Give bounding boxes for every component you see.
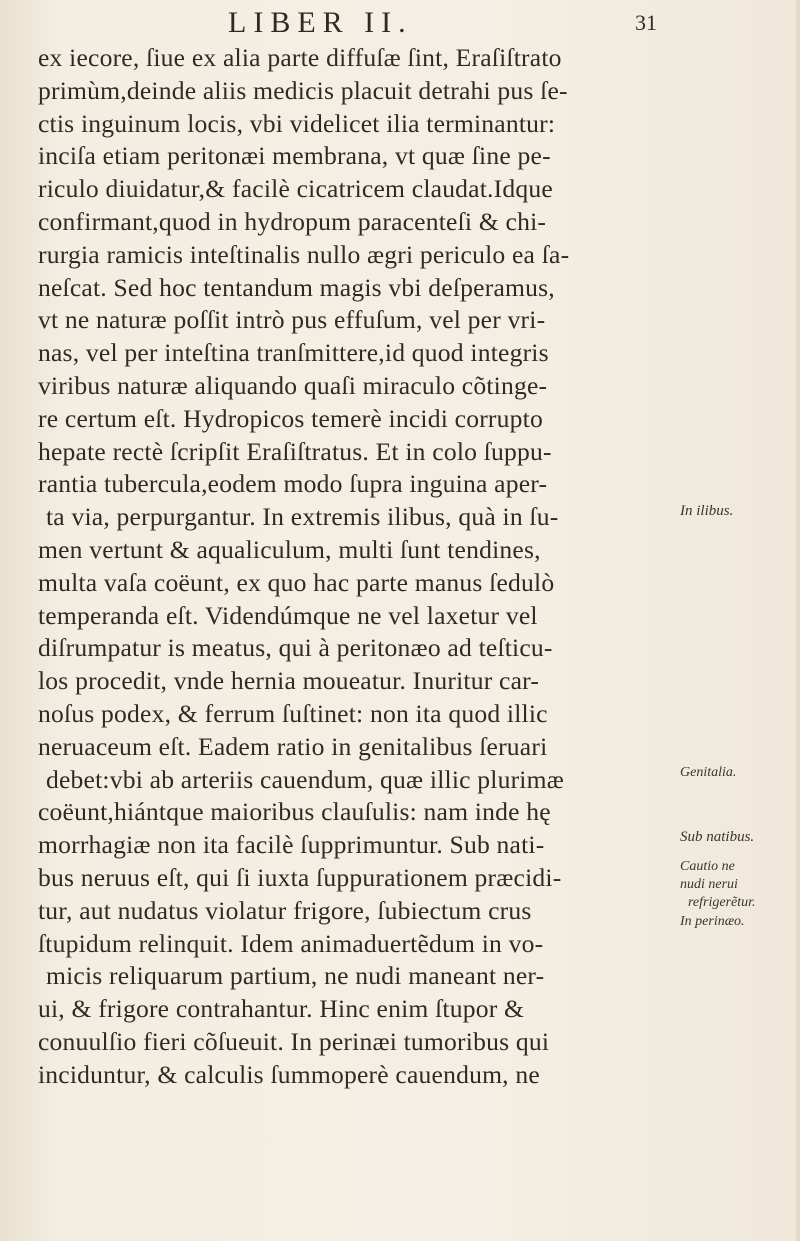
text-line-26: bus neruus eſt, qui ſi iuxta ſuppurationem præcidi- <box>38 862 562 892</box>
margin-note-cautio: Cautio ne <box>680 859 735 874</box>
text-line-25: morrhagiæ non ita facilè ſupprimuntur. Sub nati- <box>38 830 545 860</box>
margin-note-perinaeo: In perinæo. <box>680 914 745 929</box>
text-line-28: ſtupidum relinquit. Idem animaduertẽdum in vo- <box>38 928 544 958</box>
text-line-27: tur, aut nudatus violatur frigore, ſubiectum crus <box>38 895 532 925</box>
text-line-6: confirmant,quod in hydropum paracenteſi & chi- <box>38 206 547 236</box>
margin-note-sub-natibus: Sub natibus. <box>680 829 755 845</box>
text-line-15: ta via, perpurgantur. In extremis ilibus, quà in ſu- <box>46 502 559 532</box>
text-line-32: inciduntur, & calculis ſummoperè cauendum, ne <box>38 1059 540 1089</box>
margin-notes <box>680 0 798 1241</box>
text-line-14: rantia tubercula,eodem modo ſupra inguina aper- <box>38 469 548 499</box>
text-line-11: viribus naturæ aliquando quaſi miraculo cõtinge- <box>38 370 548 400</box>
running-title: LIBER II. <box>228 6 413 39</box>
text-line-30: ui, & frigore contrahantur. Hinc enim ſtupor & <box>38 994 525 1024</box>
text-line-5: riculo diuidatur,& facilè cicatricem claudat.Idque <box>38 174 553 204</box>
text-line-23: debet:vbi ab arteriis cauendum, quæ illic plurimæ <box>46 764 565 794</box>
text-line-19: diſrumpatur is meatus, qui à peritonæo ad teſticu- <box>38 633 553 663</box>
text-line-17: multa vaſa coëunt, ex quo hac parte manus ſedulò <box>38 567 555 597</box>
text-line-3: ctis inguinum locis, vbi videlicet ilia terminantur: <box>38 108 556 138</box>
text-line-9: vt ne naturæ poſſit intrò pus effuſum, vel per vri- <box>38 305 546 335</box>
text-line-21: noſus podex, & ferrum ſuſtinet: non ita quod illic <box>38 698 548 728</box>
main-text-block <box>38 42 678 1092</box>
text-line-8: neſcat. Sed hoc tentandum magis vbi deſperamus, <box>38 272 555 302</box>
margin-note-genitalia: Genitalia. <box>680 765 737 780</box>
margin-note-refrigeretur: refrigerẽtur. <box>688 895 756 910</box>
text-line-18: temperanda eſt. Videndúmque ne vel laxetur vel <box>38 600 538 630</box>
text-line-4: inciſa etiam peritonæi membrana, vt quæ ſine pe- <box>38 141 551 171</box>
text-line-12: re certum eſt. Hydropicos temerè incidi corrupto <box>38 403 543 433</box>
text-line-31: conuulſio fieri cõſueuit. In perinæi tumoribus qui <box>38 1026 550 1056</box>
margin-note-nudi-nerui: nudi nerui <box>680 877 738 892</box>
text-line-22: neruaceum eſt. Eadem ratio in genitalibus ſeruari <box>38 731 548 761</box>
margin-note-ilibus: In ilibus. <box>680 503 734 519</box>
page-number: 31 <box>635 10 657 35</box>
text-line-7: rurgia ramicis inteſtinalis nullo ægri periculo ea ſa- <box>38 239 570 269</box>
page-edge <box>796 0 800 1241</box>
text-line-16: men vertunt & aqualiculum, multi ſunt tendines, <box>38 534 541 564</box>
text-line-29: micis reliquarum partium, ne nudi maneant ner- <box>46 961 545 991</box>
text-line-1: ex iecore, ſiue ex alia parte diffuſæ ſint, Eraſiſtrato <box>38 43 562 72</box>
text-line-24: coëunt,hiántque maioribus clauſulis: nam inde hę <box>38 797 551 827</box>
text-line-10: nas, vel per inteſtina tranſmittere,id quod integris <box>38 338 549 368</box>
text-line-13: hepate rectè ſcripſit Eraſiſtratus. Et in colo ſuppu- <box>38 436 552 466</box>
text-line-2: primùm,deinde aliis medicis placuit detrahi pus ſe- <box>38 75 568 105</box>
text-line-20: los procedit, vnde hernia moueatur. Inuritur car- <box>38 666 540 696</box>
